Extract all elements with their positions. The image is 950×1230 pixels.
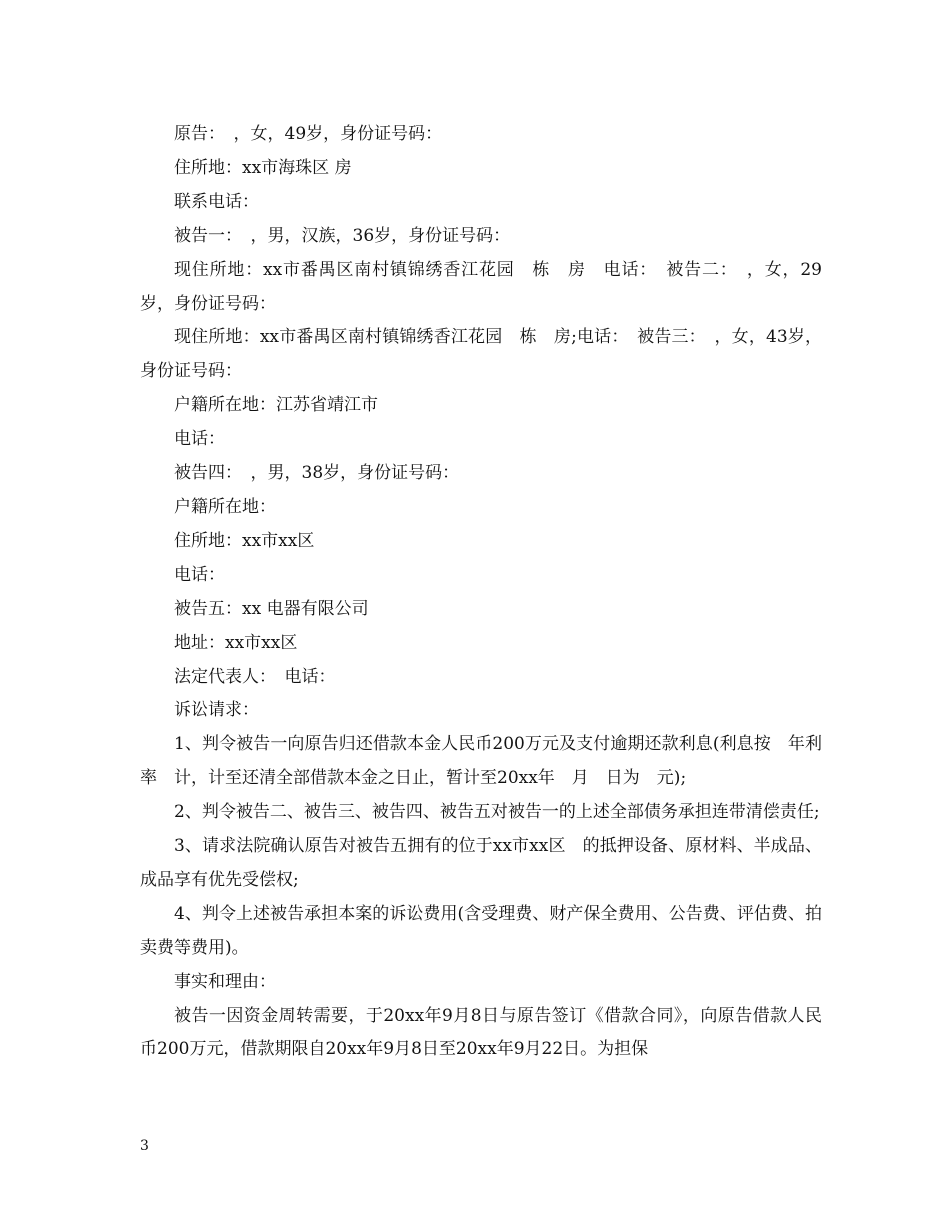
plaintiff-line: 原告： ，女，49岁，身份证号码：: [174, 124, 443, 144]
facts-heading: 事实和理由：: [174, 971, 276, 992]
defendant-three-phone: 电话：: [174, 429, 225, 450]
defendant-four-line: 被告四： ，男，38岁，身份证号码：: [174, 463, 460, 484]
defendant-four-registered-residence: 户籍所在地：: [174, 496, 276, 517]
defendant-three-registered-residence: 户籍所在地：江苏省靖江市: [174, 395, 378, 416]
page-number: 3: [140, 1138, 149, 1154]
plaintiff-phone: 联系电话：: [174, 191, 259, 212]
legal-representative-line: 法定代表人： 电话：: [174, 666, 336, 687]
defendant-four-phone: 电话：: [174, 564, 225, 585]
claim-one: 1、判令被告一向原告归还借款本金人民币200万元及支付逾期还款利息(利息按 年利率 计，计至还清全部借款本金之日止，暂计至20xx年 月 日为 元);: [140, 734, 822, 789]
claims-heading: 诉讼请求：: [174, 700, 259, 721]
claim-four: 4、判令上述被告承担本案的诉讼费用(含受理费、财产保全费用、公告费、评估费、拍卖费等费用)。: [140, 903, 822, 958]
defendant-one-line: 被告一： ，男，汉族，36岁，身份证号码：: [174, 225, 511, 246]
defendant-four-address: 住所地：xx市xx区: [174, 530, 315, 551]
defendant-five-address: 地址：xx市xx区: [174, 632, 298, 653]
facts-paragraph: 被告一因资金周转需要，于20xx年9月8日与原告签订《借款合同》，向原告借款人民币200万元，借款期限自20xx年9月8日至20xx年9月22日。为担保: [140, 1005, 822, 1060]
plaintiff-address: 住所地：xx市海珠区 房: [174, 157, 352, 178]
claim-two: 2、判令被告二、被告三、被告四、被告五对被告一的上述全部债务承担连带清偿责任;: [174, 802, 820, 823]
claim-three: 3、请求法院确认原告对被告五拥有的位于xx市xx区 的抵押设备、原材料、半成品、成品享有优先受偿权;: [140, 836, 822, 890]
document-body: [140, 118, 822, 1067]
defendant-two-address-and-defendant-three: 现住所地：xx市番禺区南村镇锦绣香江花园 栋 房;电话： 被告三： ，女，43岁，身份证号码：: [140, 327, 822, 382]
defendant-five-line: 被告五：xx 电器有限公司: [174, 598, 369, 619]
defendant-one-address-and-defendant-two: 现住所地：xx市番禺区南村镇锦绣香江花园 栋 房 电话： 被告二： ，女，29岁，身份证号码：: [140, 259, 822, 314]
